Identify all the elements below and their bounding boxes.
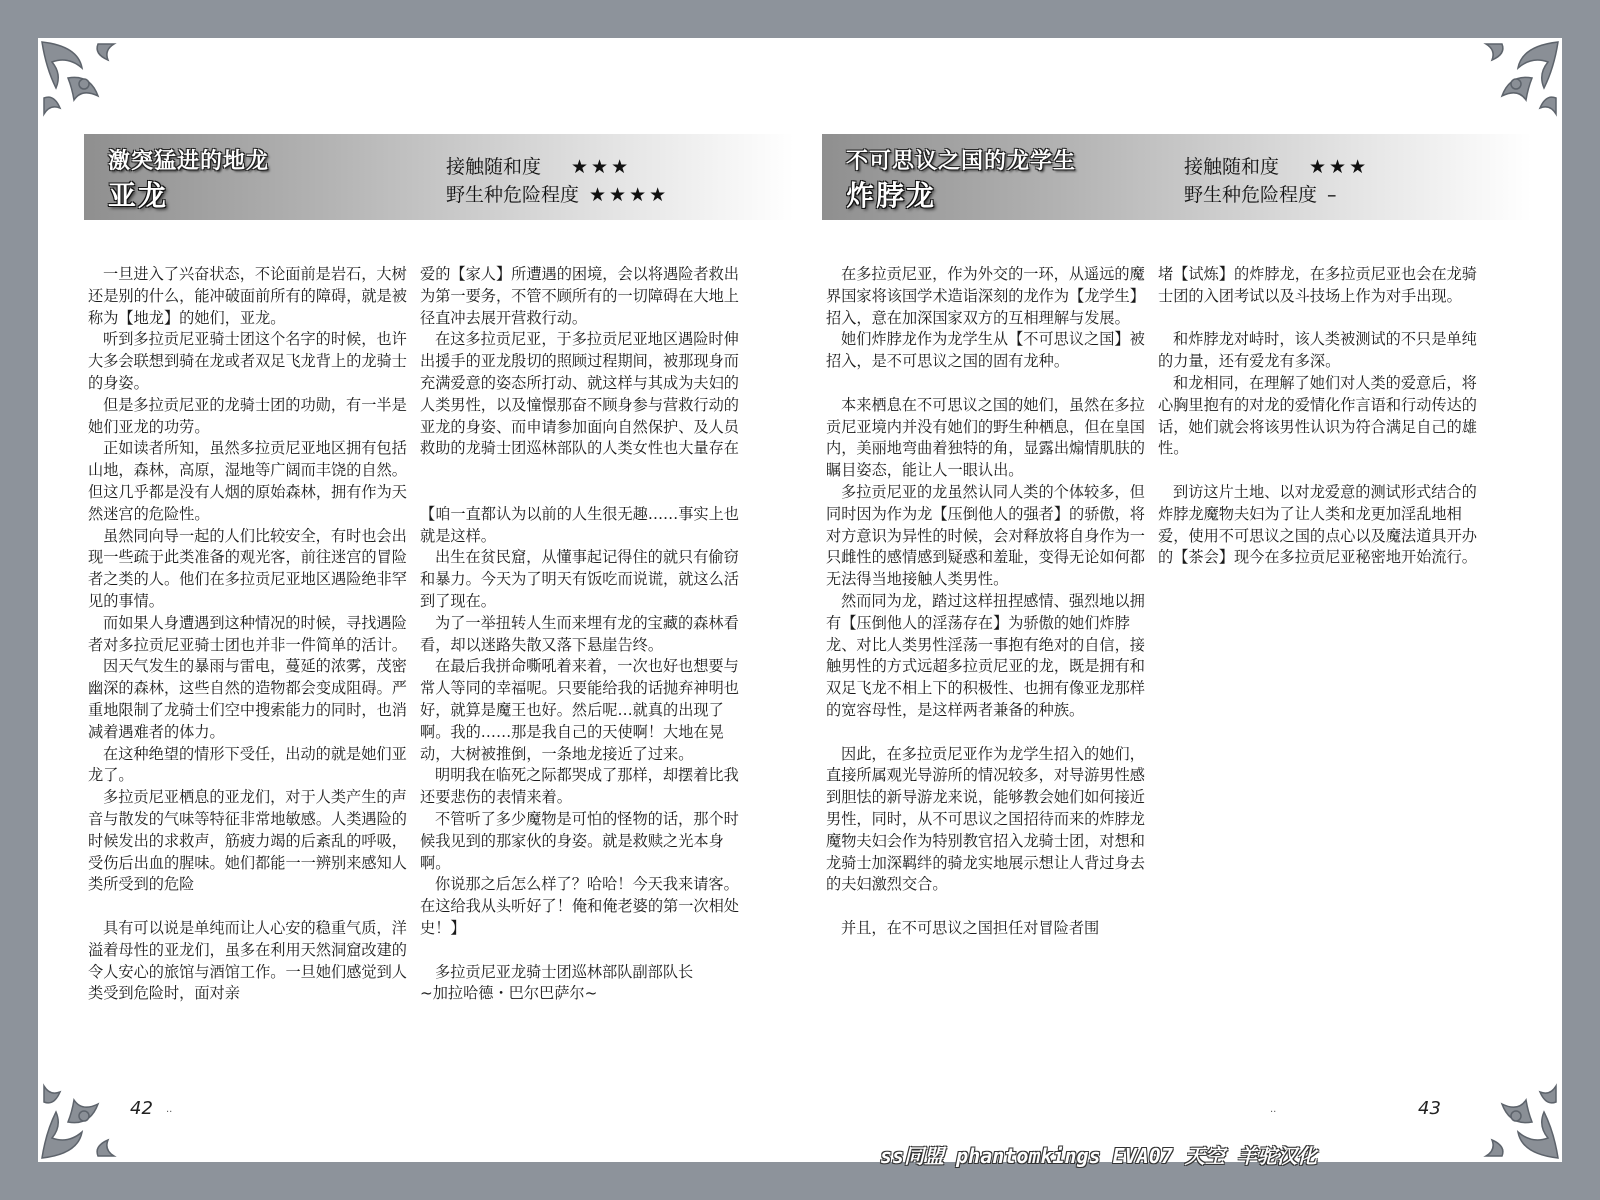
quote-paragraph: 为了一举扭转人生而来埋有龙的宝藏的森林看看，却以迷路失散又落下悬崖告终。 (420, 613, 739, 654)
stat-label: 接触随和度 (446, 156, 542, 178)
paragraph: 和炸脖龙对峙时，该人类被测试的不只是单纯的力量，还有爱龙有多深。 (1158, 330, 1477, 371)
paragraph: 正如读者所知，虽然多拉贡尼亚地区拥有包括山地，森林，高原，湿地等广阔而丰饶的自然。但这几乎都是没有人烟的原始森林，拥有作为天然迷宫的危险性。 (88, 439, 407, 523)
stat-label: 野生种危险程度 (1184, 184, 1318, 206)
paragraph: 堵【试炼】的炸脖龙，在多拉贡尼亚也会在龙骑士团的入团考试以及斗技场上作为对手出现。 (1158, 265, 1477, 305)
signature-line: 多拉贡尼亚龙骑士团巡林部队副部队长 (435, 962, 694, 981)
paragraph: 虽然同向导一起的人们比较安全，有时也会出现一些疏于此类准备的观光客，前往迷宫的冒险者之类的人。他们在多拉贡尼亚地区遇险绝非罕见的事情。 (88, 526, 407, 610)
quote-signature (420, 962, 742, 1006)
signature-line: ~加拉哈德・巴尔巴萨尔~ (420, 984, 598, 1003)
paragraph: 到访这片土地、以对龙爱意的测试形式结合的炸脖龙魔物夫妇为了让人类和龙更加淫乱地相爱，使用不可思议之国的点心以及魔法道具开办的【茶会】现今在多拉贡尼亚秘密地开始流行。 (1158, 482, 1477, 567)
quote-paragraph: 在最后我拼命嘶吼着来着，一次也好也想要与常人等同的幸福呢。只要能给我的话抛弃神明也好，就算是魔王也好。然后呢…就真的出现了啊。我的……那是我自己的天使啊！大地在晃动，大树被推倒，一条地龙接近了过来。 (420, 657, 739, 763)
stat-label: 接触随和度 (1184, 156, 1280, 178)
paragraph: 在这多拉贡尼亚，于多拉贡尼亚地区遇险时伸出援手的亚龙殷切的照顾过程期间，被那现身而充满爱意的姿态所打动、就这样与其成为夫妇的人类男性，以及憧憬那奋不顾身参与营救行动的亚龙的身姿、而申请参加面向自然保护、及人员救助的龙骑士团巡林部队的人类女性也大量存在 (420, 330, 739, 458)
paragraph: 但是多拉贡尼亚的龙骑士团的功勋，有一半是她们亚龙的功劳。 (88, 395, 407, 436)
quote-paragraph: 你说那之后怎么样了？哈哈！今天我来请客。在这给我从头听好了！俺和俺老婆的第一次相处史！】 (420, 875, 739, 937)
paragraph: 听到多拉贡尼亚骑士团这个名字的时候，也许大多会联想到骑在龙或者双足飞龙背上的龙骑士的身姿。 (88, 330, 407, 392)
paragraph: 一旦进入了兴奋状态，不论面前是岩石，大树还是别的什么，能冲破面前所有的障碍，就是被称为【地龙】的她们，亚龙。 (88, 265, 407, 327)
paragraph: 和龙相同，在理解了她们对人类的爱意后，将心胸里抱有的对龙的爱情化作言语和行动传达的话，她们就会将该男性认识为符合满足自己的雄性。 (1158, 373, 1477, 458)
corner-ornament-icon (1472, 38, 1562, 128)
quote-paragraph: 不管听了多少魔物是可怕的怪物的话，那个时候我见到的那家伙的身姿。就是救赎之光本身啊。 (420, 809, 739, 872)
quote-paragraph: 明明我在临死之际都哭成了那样，却摆着比我还要悲伤的表情来着。 (420, 766, 739, 807)
paragraph: 并且，在不可思议之国担任对冒险者围 (841, 918, 1100, 937)
stat-stars: ★★★ (571, 156, 632, 178)
entry-subtitle: 不可思议之国的龙学生 (846, 149, 1077, 174)
page-number-left: 42 (130, 1098, 153, 1119)
paragraph: 她们炸脖龙作为龙学生从【不可思议之国】被招入，是不可思议之国的固有龙种。 (826, 330, 1145, 371)
corner-ornament-icon (1472, 1072, 1562, 1162)
stat-danger (1184, 180, 1340, 207)
page-dots: .. (166, 1104, 173, 1115)
paragraph: 因天气发生的暴雨与雷电，蔓延的浓雾，茂密幽深的森林，这些自然的造物都会变成阻碍。严重地限制了龙骑士们空中搜索能力的同时，也消减着遇难者的体力。 (88, 657, 407, 741)
translation-credit: ss同盟 phantomkings EVA07 天空 羊驼汉化 (880, 1144, 1317, 1168)
stat-label: 野生种危险程度 (446, 184, 580, 206)
page-number-right: 43 (1418, 1098, 1441, 1119)
quote-paragraph: 出生在贫民窟，从懂事起记得住的就只有偷窃和暴力。今天为了明天有饭吃而说谎，就这么活到了现在。 (420, 548, 739, 610)
book-spread (38, 38, 1562, 1162)
paragraph: 因此，在多拉贡尼亚作为龙学生招入的她们，直接所属观光导游所的情况较多，对导游男性感到胆怯的新导游龙来说，能够教会她们如何接近男性，同时，从不可思议之国招待而来的炸脖龙魔物夫妇会作为特别教官招入龙骑士团，对想和龙骑士加深羁绊的骑龙实地展示想让人背过身去的夫妇激烈交合。 (826, 744, 1145, 894)
text-column-4 (1158, 264, 1480, 569)
paragraph: 在这种绝望的情形下受任，出动的就是她们亚龙了。 (88, 744, 407, 785)
text-column-2 (420, 264, 742, 1005)
paragraph: 在多拉贡尼亚，作为外交的一环，从遥远的魔界国家将该国学术造诣深刻的龙作为【龙学生】招入，意在加深国家双方的互相理解与发展。 (826, 265, 1145, 327)
paragraph: 爱的【家人】所遭遇的困境，会以将遇险者救出为第一要务，不管不顾所有的一切障碍在大地上径直冲去展开营救行动。 (420, 265, 739, 327)
paragraph: 多拉贡尼亚的龙虽然认同人类的个体较多，但同时因为作为龙【压倒他人的强者】的骄傲，将对方意识为异性的时候，会对释放将自身作为一只雌性的感情感到疑惑和羞耻，变得无论如何都无法得当地接触人类男性。 (826, 482, 1145, 589)
stat-stars: – (1327, 184, 1340, 206)
left-page-header (84, 134, 794, 220)
entry-title: 亚龙 (108, 179, 169, 212)
stat-affinity (446, 152, 631, 179)
text-column-1 (88, 264, 410, 1005)
paragraph: 本来栖息在不可思议之国的她们，虽然在多拉贡尼亚境内并没有她们的野生种栖息，但在皇国内，美丽地弯曲着独特的角，显露出煽情肌肤的瞩目姿态，能让人一眼认出。 (826, 395, 1145, 480)
stat-stars: ★★★★ (589, 184, 670, 206)
paragraph: 具有可以说是单纯而让人心安的稳重气质，洋溢着母性的亚龙们，虽多在利用天然洞窟改建的令人安心的旅馆与酒馆工作。一旦她们感觉到人类受到危险时，面对亲 (88, 918, 407, 1003)
page-dots: .. (1270, 1104, 1277, 1115)
entry-subtitle: 激突猛进的地龙 (108, 149, 270, 174)
stat-stars: ★★★ (1309, 156, 1370, 178)
paragraph: 而如果人身遭遇到这种情况的时候，寻找遇险者对多拉贡尼亚骑士团也并非一件简单的活计。 (88, 613, 407, 654)
stat-danger (446, 180, 669, 207)
text-column-3 (826, 264, 1148, 940)
entry-title: 炸脖龙 (846, 179, 937, 212)
corner-ornament-icon (38, 38, 128, 128)
corner-ornament-icon (38, 1072, 128, 1162)
paragraph: 然而同为龙，踏过这样扭捏感情、强烈地以拥有【压倒他人的淫荡存在】为骄傲的她们炸脖龙、对比人类男性淫荡一事抱有绝对的自信，接触男性的方式远超多拉贡尼亚的龙，既是拥有和双足飞龙不相上下的积极性、也拥有像亚龙那样的宽容母性，是这样两者兼备的种族。 (826, 591, 1145, 719)
stat-affinity (1184, 152, 1369, 179)
quote-paragraph: 【咱一直都认为以前的人生很无趣……事实上也就是这样。 (420, 504, 739, 545)
paragraph: 多拉贡尼亚栖息的亚龙们，对于人类产生的声音与散发的气味等特征非常地敏感。人类遇险的时候发出的求救声，筋疲力竭的后紊乱的呼吸，受伤后出血的腥味。她们都能一一辨别来感知人类所受到的危险 (88, 788, 407, 894)
right-page-header (822, 134, 1532, 220)
